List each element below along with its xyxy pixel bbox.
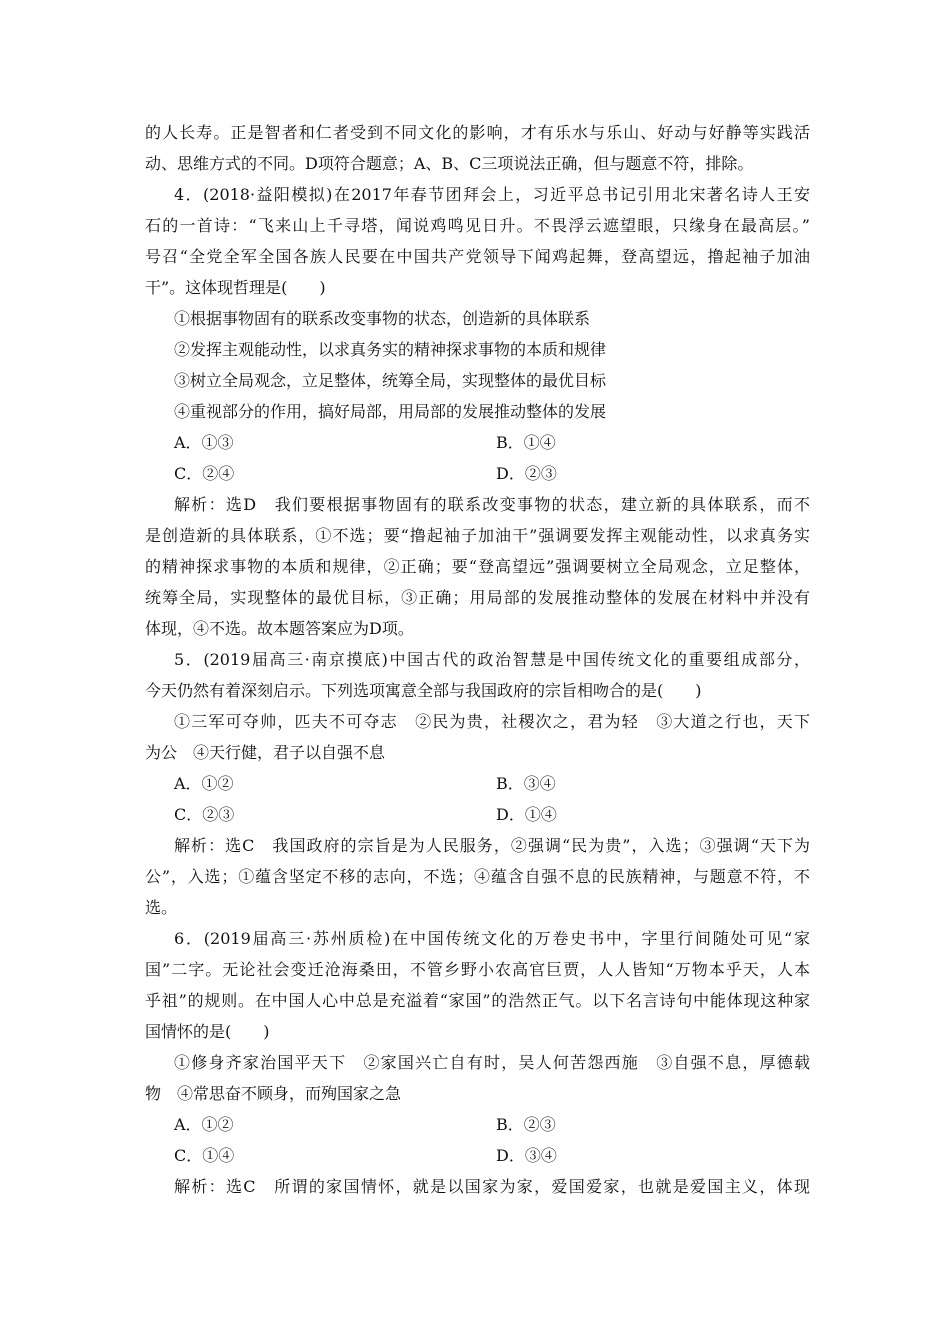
text-line: 的精神探求事物的本质和规律，②正确；要“登高望远”强调要树立全局观念，立足整体，	[145, 557, 810, 576]
option-c: C．②③	[174, 805, 235, 824]
option-b: B．②③	[496, 1115, 556, 1134]
text-line: 国情怀的是( )	[145, 1022, 270, 1041]
option-d: D．②③	[496, 464, 557, 483]
statement-item: ③树立全局观念，立足整体，统筹全局，实现整体的最优目标	[174, 371, 607, 390]
text-line: 统筹全局，实现整体的最优目标，③正确；用局部的发展推动整体的发展在材料中并没有	[145, 588, 810, 607]
text-line: 国”二字。无论社会变迁沧海桑田，不管乡野小农高官巨贾，人人皆知“万物本乎天，人本	[145, 960, 810, 979]
statement-item: 物 ④常思奋不顾身，而殉国家之急	[145, 1084, 402, 1103]
document-page	[145, 117, 810, 1202]
text-line: 公”，入选；①蕴含坚定不移的志向，不选；④蕴含自强不息的民族精神，与题意不符，不	[145, 867, 810, 886]
text-line: 体现，④不选。故本题答案应为D项。	[145, 619, 414, 638]
statement-item: 为公 ④天行健，君子以自强不息	[145, 743, 386, 762]
option-c: C．①④	[174, 1146, 235, 1165]
statement-item: ②发挥主观能动性，以求真务实的精神探求事物的本质和规律	[174, 340, 607, 359]
option-b: B．①④	[496, 433, 556, 452]
option-d: D．③④	[496, 1146, 557, 1165]
option-a: A．①③	[174, 433, 234, 452]
option-b: B．③④	[496, 774, 556, 793]
question-6-stem: 6．(2019届高三·苏州质检)在中国传统文化的万卷史书中，字里行间随处可见“家	[174, 929, 810, 948]
text-line: 选。	[145, 898, 178, 917]
text-line: 今天仍然有着深刻启示。下列选项寓意全部与我国政府的宗旨相吻合的是( )	[145, 681, 702, 700]
statement-item: ④重视部分的作用，搞好局部，用局部的发展推动整体的发展	[174, 402, 607, 421]
explanation-5: 解析：选C 我国政府的宗旨是为人民服务，②强调“民为贵”，入选；③强调“天下为	[174, 836, 810, 855]
text-line: 石的一首诗：“飞来山上千寻塔，闻说鸡鸣见日升。不畏浮云遮望眼，只缘身在最高层。”	[145, 216, 810, 235]
text-line: 乎祖”的规则。在中国人心中总是充溢着“家国”的浩然正气。以下名言诗句中能体现这种家	[145, 991, 810, 1010]
answer-options-row	[145, 458, 810, 489]
answer-options-row	[145, 799, 810, 830]
answer-options-row	[145, 768, 810, 799]
option-d: D．①④	[496, 805, 557, 824]
answer-options-row	[145, 1140, 810, 1171]
text-line: 的人长寿。正是智者和仁者受到不同文化的影响，才有乐水与乐山、好动与好静等实践活	[145, 123, 810, 142]
answer-options-row	[145, 427, 810, 458]
answer-options-row	[145, 1109, 810, 1140]
text-line: 号召“全党全军全国各族人民要在中国共产党领导下闻鸡起舞，登高望远，撸起袖子加油	[145, 247, 810, 266]
statement-item: ①修身齐家治国平天下 ②家国兴亡自有时，吴人何苦怨西施 ③自强不息，厚德载	[174, 1053, 810, 1072]
text-line: 干”。这体现哲理是( )	[145, 278, 326, 297]
question-5-stem: 5．(2019届高三·南京摸底)中国古代的政治智慧是中国传统文化的重要组成部分，	[174, 650, 810, 669]
text-line: 是创造新的具体联系，①不选；要“撸起袖子加油干”强调要发挥主观能动性，以求真务实	[145, 526, 810, 545]
option-a: A．①②	[174, 774, 234, 793]
explanation-6: 解析：选C 所谓的家国情怀，就是以国家为家，爱国爱家，也就是爱国主义，体现	[174, 1177, 810, 1196]
statement-item: ①根据事物固有的联系改变事物的状态，创造新的具体联系	[174, 309, 591, 328]
option-c: C．②④	[174, 464, 235, 483]
text-line: 动、思维方式的不同。D项符合题意；A、B、C三项说法正确，但与题意不符，排除。	[145, 154, 754, 173]
explanation-4: 解析：选D 我们要根据事物固有的联系改变事物的状态，建立新的具体联系，而不	[174, 495, 810, 514]
question-4-stem: 4．(2018·益阳模拟)在2017年春节团拜会上，习近平总书记引用北宋著名诗人王安	[174, 185, 810, 204]
option-a: A．①②	[174, 1115, 234, 1134]
statement-item: ①三军可夺帅，匹夫不可夺志 ②民为贵，社稷次之，君为轻 ③大道之行也，天下	[174, 712, 810, 731]
